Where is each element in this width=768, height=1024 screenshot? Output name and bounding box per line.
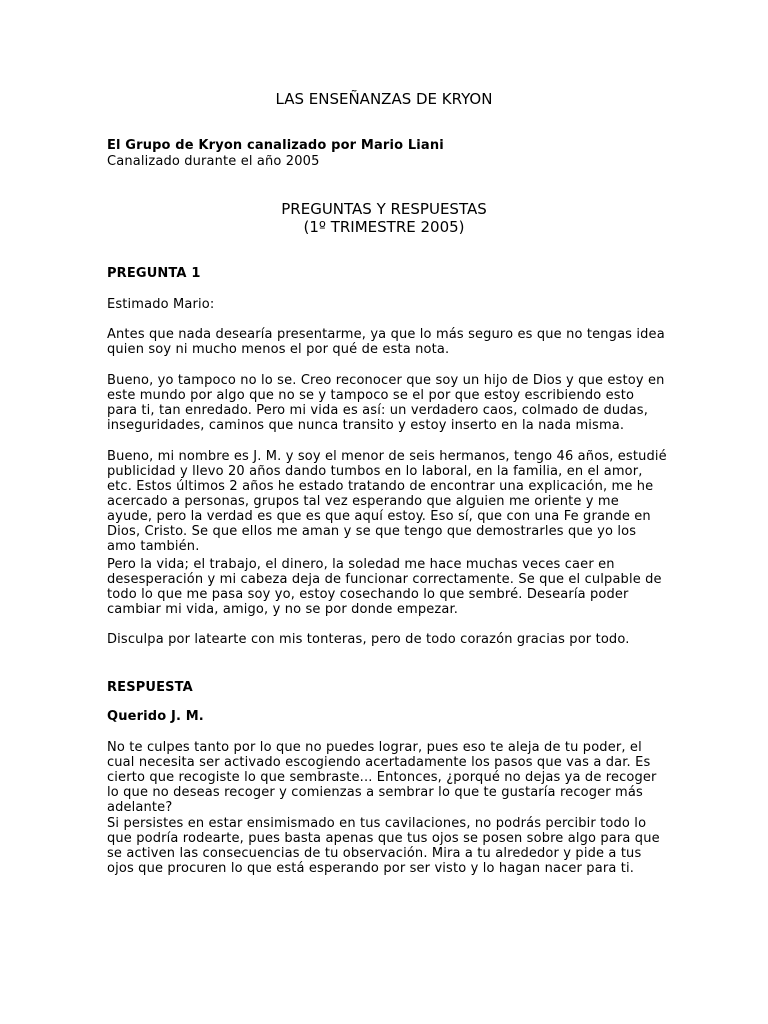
section-title-line-2: (1º TRIMESTRE 2005) xyxy=(303,218,465,236)
answer-paragraph: Si persistes en estar ensimismado en tus cavilaciones, no podrás percibir todo lo que podría rodearte, pues basta apenas que tus ojos se posen sobre algo para que se activen las consecuencias de tu observación. Mira a tu alrededor y pide a tus ojos que procuren lo que está esperando por ser visto y lo hagan nacer para ti. xyxy=(107,816,660,876)
answer-heading: RESPUESTA xyxy=(107,680,193,695)
section-title-line-1: PREGUNTAS Y RESPUESTAS xyxy=(281,200,487,218)
question-paragraph: Antes que nada desearía presentarme, ya que lo más seguro es que no tengas idea quien soy ni mucho menos el por qué de esta nota. xyxy=(107,327,665,357)
document-title: LAS ENSEÑANZAS DE KRYON xyxy=(275,90,493,108)
question-heading: PREGUNTA 1 xyxy=(107,266,201,281)
channeled-line: Canalizado durante el año 2005 xyxy=(107,154,320,169)
question-greeting: Estimado Mario: xyxy=(107,297,215,312)
answer-salutation: Querido J. M. xyxy=(107,709,204,724)
question-paragraph: Bueno, yo tampoco no lo se. Creo reconocer que soy un hijo de Dios y que estoy en este mundo por algo que no se y tampoco se el por que estoy escribiendo esto para ti, tan enredado. Pero mi vida es así: un verdadero caos, colmado de dudas, inseguridades, caminos que nunca transito y estoy inserto en la nada misma. xyxy=(107,373,665,433)
answer-paragraph: No te culpes tanto por lo que no puedes lograr, pues eso te aleja de tu poder, el cual necesita ser activado escogiendo acertadamente los pasos que vas a dar. Es cierto que recogiste lo que sembraste... Entonces, ¿porqué no dejas ya de recoger lo que no deseas recoger y comienzas a sembrar lo que te gustaría recoger más adelante? xyxy=(107,740,657,815)
group-line: El Grupo de Kryon canalizado por Mario Liani xyxy=(107,138,444,153)
question-paragraph: Pero la vida; el trabajo, el dinero, la soledad me hace muchas veces caer en desesperación y mi cabeza deja de funcionar correctamente. Se que el culpable de todo lo que me pasa soy yo, estoy cosechando lo que sembré. Desearía poder cambiar mi vida, amigo, y no se por donde empezar. xyxy=(107,557,662,617)
question-paragraph: Disculpa por latearte con mis tonteras, pero de todo corazón gracias por todo. xyxy=(107,632,630,647)
question-paragraph: Bueno, mi nombre es J. M. y soy el menor de seis hermanos, tengo 46 años, estudié publicidad y llevo 20 años dando tumbos en lo laboral, en la familia, en el amor, etc. Estos últimos 2 años he estado tratando de encontrar una explicación, me he acercado a personas, grupos tal vez esperando que alguien me oriente y me ayude, pero la verdad es que es que aquí estoy. Eso sí, que con una Fe grande en Dios, Cristo. Se que ellos me aman y se que tengo que demostrarles que yo los amo también. xyxy=(107,449,667,554)
